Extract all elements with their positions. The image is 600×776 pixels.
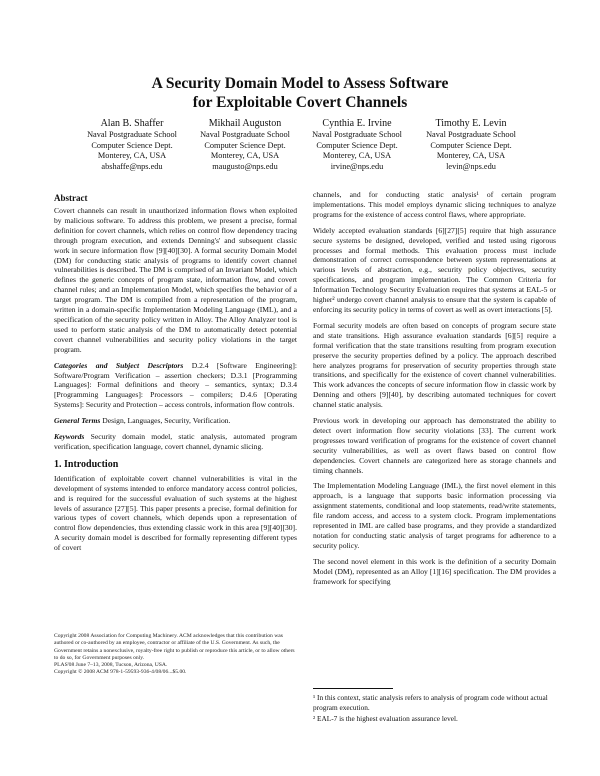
abstract-text: Covert channels can result in unauthorized information flows when exploited by malicious software. To address this problem, we present a precise, formal definition for covert channels, which relies on control flow dependency tracing through program execution, and extends Denning's' and subsequent classic work in secure information flow [9][40][30]. A formal security Domain Model (DM) for conducting static analysis of programs to identify covert channel vulnerabilities is described. The DM is comprised of an Invariant Model, which defines the generic concepts of program state, information flow, and covert channel rules; and an Implementation Model, which specifies the behavior of a target program. The DM is compiled from a representation of the program, written in a domain-specific Implementation Modeling Language (IML), and a specification of the security policy written in Alloy. The Alloy Analyzer tool is used to perform static analysis of the DM to automatically detect potential covert channel vulnerabilities and security policy violations in the target program. — [54, 206, 297, 354]
author-email[interactable]: levin@nps.edu — [446, 161, 496, 171]
author-4 — [401, 117, 541, 172]
author-email[interactable]: maugusto@nps.edu — [212, 161, 278, 171]
copyright-line-3: Copyright © 2008 ACM 978-1-59593-936-4/08/06...$5.00. — [54, 669, 187, 676]
author-name: Cynthia E. Irvine — [322, 118, 392, 129]
author-email[interactable]: abshaffe@nps.edu — [101, 161, 163, 171]
copyright-notice — [54, 633, 297, 677]
body-paragraph: The second novel element in this work is the definition of a security Domain Model (DM), represented as an Alloy [1][16] specification. The DM provides a framework for specifying — [313, 556, 556, 586]
intro-heading: 1. Introduction — [54, 458, 119, 470]
keywords-heading: Keywords — [54, 432, 85, 442]
copyright-line-1: Copyright 2008 Association for Computing Machinery. ACM acknowledges that this contribution was authored or co-authored by an employee, contractor or affiliate of the U.S. Government. As such, the Government retains a nonexclusive, royalty-free right to publish or reproduce this article, or to allow others to do so, for Government purposes only. — [54, 633, 295, 661]
body-paragraph: Formal security models are often based on concepts of program secure state and state transitions. High assurance evaluation standards [6][5] require a formal verification that the state transitions resulting from program execution preserve the security properties defined by a policy. The approach described here analyzes programs for preservation of security properties through state transitions, and specifically for the existence of covert channel vulnerabilities. This work advances the concepts of secure information flow in classic work by Denning and others [9][40], by describing automated techniques for covert channel static analysis. — [313, 320, 556, 410]
author-location: Monterey, CA, USA — [210, 151, 280, 161]
author-location: Monterey, CA, USA — [322, 151, 392, 161]
author-department: Computer Science Dept. — [430, 140, 512, 150]
author-affiliation: Naval Postgraduate School — [200, 130, 290, 139]
paper-title — [0, 74, 600, 112]
footnote-2: ² EAL-7 is the highest evaluation assurance level. — [313, 714, 458, 723]
author-name: Timothy E. Levin — [435, 118, 507, 129]
left-column — [54, 192, 297, 559]
author-affiliation: Naval Postgraduate School — [87, 130, 177, 139]
keywords-text: Security domain model, static analysis, automated program verification, specification language, covert channel, dynamic slicing. — [54, 432, 297, 451]
author-department: Computer Science Dept. — [316, 140, 398, 150]
footnotes — [313, 693, 556, 726]
author-affiliation: Naval Postgraduate School — [426, 130, 516, 139]
categories-heading: Categories and Subject Descriptors — [54, 360, 184, 370]
footnote-rule — [313, 688, 393, 689]
body-paragraph: Previous work in developing our approach has demonstrated the ability to detect overt information flow security violations [33]. The current work progresses toward verification of programs for the existence of covert channel security vulnerabilities, as well as overt flaws based on control flow dependencies. Covert channels are categorized here as storage channels and timing channels. — [313, 416, 556, 475]
abstract-heading: Abstract — [54, 193, 88, 203]
general-terms-heading: General Terms — [54, 416, 101, 426]
author-email[interactable]: irvine@nps.edu — [330, 161, 384, 171]
general-terms-paragraph — [54, 416, 297, 426]
keywords-paragraph — [54, 432, 297, 452]
intro-text: Identification of exploitable covert channel vulnerabilities is vital in the development of systems intended to enforce mandatory access control policies, and is required for the successful evaluation of such systems at the highest levels of assurance [27][5]. This paper presents a precise, formal definition for various types of covert channels, which depends upon a representation of control flow dependencies, thus extending classic work in this area [9][40][30]. A security domain model is described for formally representing different types of covert — [54, 473, 297, 553]
copyright-line-2: PLAS'08 June 7–13, 2008, Tucson, Arizona, USA. — [54, 662, 168, 669]
author-location: Monterey, CA, USA — [97, 151, 167, 161]
right-column — [313, 190, 556, 593]
author-department: Computer Science Dept. — [204, 140, 286, 150]
title-line-2: for Exploitable Covert Channels — [192, 94, 408, 111]
categories-text: D.2.4 [Software Engineering]: Software/Program Verification – assertion checkers; D.3.1 [Programming Languages]: Formal definitions and theory – semantics, syntax; D.3.4 [Programming Languages]: Processors – compilers; D.4.6 [Operating Systems]: Security and Protection – access controls, information flow controls. — [54, 360, 297, 410]
author-location: Monterey, CA, USA — [436, 151, 506, 161]
author-department: Computer Science Dept. — [91, 140, 173, 150]
author-name: Alan B. Shaffer — [100, 118, 164, 129]
body-paragraph: channels, and for conducting static analysis¹ of certain program implementations. This model employs dynamic slicing techniques to analyze programs for the existence of access control flaws, where appropriate. — [313, 190, 556, 219]
title-line-1: A Security Domain Model to Assess Software — [151, 75, 449, 92]
body-paragraph: Widely accepted evaluation standards [6][27][5] require that high assurance secure systems be designed, developed, verified and tested using rigorous processes and formal methods. This evaluation process must include demonstration of correct correspondence between system representations at various levels of abstraction, e.g., security policy objectives, security specifications, and program implementation. The Common Criteria for Information Technology Security Evaluation requires that systems at EAL-5 or higher² undergo covert channel analysis to ensure that the system is capable of enforcing its security policy in terms of covert as well as overt interactions [5]. — [313, 225, 556, 314]
author-name: Mikhail Auguston — [208, 118, 282, 129]
footnote-1: ¹ In this context, static analysis refers to analysis of program code without actual program execution. — [313, 693, 548, 712]
body-paragraph: The Implementation Modeling Language (IML), the first novel element in this approach, is a language that supports basic information processing via assignment statements, conditional and loop statements, read/write statements, file random access, and access to a system clock. Program implementations represented in IML are called base programs, and they provide a standardized notation for conducting static analysis of target programs for adherence to a security policy. — [313, 481, 556, 550]
categories-paragraph — [54, 361, 297, 411]
general-terms-text: Design, Languages, Security, Verification. — [102, 416, 231, 426]
author-affiliation: Naval Postgraduate School — [312, 130, 402, 139]
